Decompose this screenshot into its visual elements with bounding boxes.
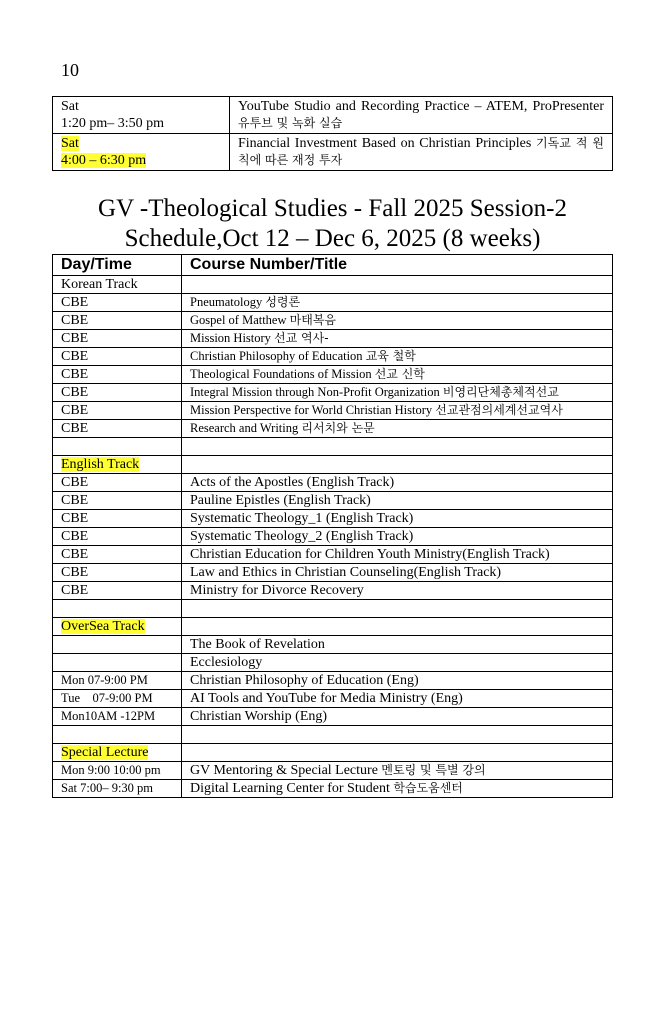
course-title-cell [230, 97, 613, 134]
day-label: Sat [61, 99, 79, 114]
day-time-cell: CBE [53, 366, 182, 384]
table-row [53, 134, 613, 171]
table-row [53, 366, 613, 384]
header-row [53, 255, 613, 276]
day-time-cell: CBE [53, 546, 182, 564]
day-time-cell: Sat 7:00– 9:30 pm [53, 780, 182, 798]
table-row [53, 330, 613, 348]
day-time-cell: CBE [53, 492, 182, 510]
time-label: 1:20 pm– 3:50 pm [61, 116, 165, 131]
course-title-cell [182, 474, 613, 492]
course-title: Law and Ethics in Christian Counseling(English Track) [190, 565, 502, 580]
course-title-korean: 선교관점의세계선교역사 [435, 403, 563, 417]
course-title-cell [182, 762, 613, 780]
page-number: 10 [61, 60, 79, 80]
oversea-track-rows [53, 636, 613, 726]
table-row [53, 762, 613, 780]
course-title-korean: 마태복음 [289, 313, 337, 327]
course-title-cell [182, 636, 613, 654]
spacer-row [53, 600, 613, 618]
course-title-cell [182, 330, 613, 348]
course-title-cell [182, 654, 613, 672]
course-title: Christian Education for Children Youth Ministry(English Track) [190, 547, 550, 562]
day-time-cell: CBE [53, 402, 182, 420]
day-time-cell [53, 134, 230, 171]
course-title-korean: 선교 신학 [374, 367, 425, 381]
korean-track-rows [53, 294, 613, 438]
day-time-cell: CBE [53, 348, 182, 366]
column-header-day-time: Day/Time [53, 255, 182, 276]
course-title-korean: 교육 철학 [365, 349, 416, 363]
course-title-cell [182, 546, 613, 564]
course-title-cell [182, 312, 613, 330]
course-title: Research and Writing [190, 421, 299, 435]
day-time-cell: CBE [53, 384, 182, 402]
course-title-cell [182, 528, 613, 546]
day-time-cell: CBE [53, 528, 182, 546]
course-title: GV Mentoring & Special Lecture [190, 763, 378, 778]
course-title-cell [182, 564, 613, 582]
course-title: Ministry for Divorce Recovery [190, 583, 364, 598]
table-row [53, 312, 613, 330]
course-title-cell [230, 134, 613, 171]
english-track-rows [53, 474, 613, 600]
spacer-row [53, 438, 613, 456]
day-time-cell [53, 654, 182, 672]
day-time-cell: CBE [53, 510, 182, 528]
table-row [53, 690, 613, 708]
course-title-korean: 비영리단체총체적선교 [442, 385, 559, 399]
day-time-cell: CBE [53, 312, 182, 330]
page-title [52, 194, 613, 254]
table-row [53, 564, 613, 582]
course-title: Pauline Epistles (English Track) [190, 493, 371, 508]
course-title: The Book of Revelation [190, 637, 325, 652]
table-row [53, 672, 613, 690]
course-title: Mission History [190, 331, 271, 345]
table-row [53, 492, 613, 510]
table-row [53, 780, 613, 798]
course-title-cell [182, 294, 613, 312]
course-title: Acts of the Apostles (English Track) [190, 475, 395, 490]
course-title-cell [182, 366, 613, 384]
course-title: Christian Philosophy of Education [190, 349, 363, 363]
course-title-cell [182, 708, 613, 726]
section-label: Special Lecture [61, 745, 149, 760]
course-title: Ecclesiology [190, 655, 263, 670]
column-header-course: Course Number/Title [182, 255, 613, 276]
course-title: YouTube Studio and Recording Practice – ATEM, ProPresenter [238, 99, 604, 114]
course-title-cell [182, 510, 613, 528]
day-time-cell: CBE [53, 420, 182, 438]
title-line-2: Schedule,Oct 12 – Dec 6, 2025 (8 weeks) [124, 225, 541, 252]
course-title: Financial Investment Based on Christian Principles [238, 136, 532, 151]
course-title-cell [182, 402, 613, 420]
table-row [53, 348, 613, 366]
table-row [53, 384, 613, 402]
course-title: Systematic Theology_2 (English Track) [190, 529, 414, 544]
spacer-row [53, 726, 613, 744]
time-label: 4:00 – 6:30 pm [61, 153, 147, 168]
course-title: Integral Mission through Non-Profit Organization [190, 385, 440, 399]
title-line-1: GV -Theological Studies - Fall 2025 Session-2 [98, 195, 567, 222]
course-title-korean: 선교 역사- [274, 331, 329, 345]
course-title: Mission Perspective for World Christian History [190, 403, 433, 417]
day-time-cell: CBE [53, 564, 182, 582]
course-title-korean: 기독교 적 원칙에 따른 재정 투자 [238, 136, 605, 167]
table-row [53, 636, 613, 654]
section-row-korean-track [53, 276, 613, 294]
course-title-cell [182, 492, 613, 510]
day-time-cell: Mon 9:00 10:00 pm [53, 762, 182, 780]
table-row [53, 420, 613, 438]
day-label: Sat [61, 136, 79, 151]
day-time-cell [53, 636, 182, 654]
table-row [53, 294, 613, 312]
day-time-cell [53, 97, 230, 134]
section-label: OverSea Track [61, 619, 145, 634]
table-row [53, 528, 613, 546]
section-label: Korean Track [53, 276, 182, 294]
day-time-cell: Mon 07-9:00 PM [53, 672, 182, 690]
special-lecture-rows [53, 762, 613, 798]
course-title-cell [182, 384, 613, 402]
day-time-cell: CBE [53, 582, 182, 600]
course-title: Gospel of Matthew [190, 313, 287, 327]
section-row-special-lecture [53, 744, 613, 762]
top-schedule-table [52, 96, 613, 171]
day-time-cell: Tue 07-9:00 PM [53, 690, 182, 708]
section-row-oversea-track [53, 618, 613, 636]
day-time-cell: CBE [53, 294, 182, 312]
course-title-korean: 유투브 및 녹화 실습 [238, 116, 343, 130]
course-title: Systematic Theology_1 (English Track) [190, 511, 414, 526]
table-row [53, 97, 613, 134]
course-title-korean: 학습도움센터 [393, 781, 463, 795]
session-schedule-table [52, 254, 613, 798]
course-title-cell [182, 420, 613, 438]
course-title: Pneumatology [190, 295, 263, 309]
section-label: English Track [61, 457, 140, 472]
course-title-cell [182, 582, 613, 600]
table-row [53, 510, 613, 528]
course-title: Digital Learning Center for Student [190, 781, 390, 796]
course-title-korean: 성령론 [265, 295, 301, 309]
course-title: Theological Foundations of Mission [190, 367, 372, 381]
course-title-cell [182, 672, 613, 690]
table-row [53, 402, 613, 420]
course-title-cell [182, 690, 613, 708]
table-row [53, 474, 613, 492]
course-title-cell [182, 780, 613, 798]
table-row [53, 582, 613, 600]
day-time-cell: Mon10AM -12PM [53, 708, 182, 726]
course-title: Christian Philosophy of Education (Eng) [190, 673, 419, 688]
course-title: Christian Worship (Eng) [190, 709, 328, 724]
table-row [53, 708, 613, 726]
course-title-korean: 리서치와 논문 [301, 421, 375, 435]
table-row [53, 654, 613, 672]
course-title-korean: 멘토링 및 특별 강의 [381, 763, 486, 777]
day-time-cell: CBE [53, 474, 182, 492]
section-row-english-track [53, 456, 613, 474]
course-title-cell [182, 348, 613, 366]
course-title: AI Tools and YouTube for Media Ministry (Eng) [190, 691, 463, 706]
day-time-cell: CBE [53, 330, 182, 348]
table-row [53, 546, 613, 564]
